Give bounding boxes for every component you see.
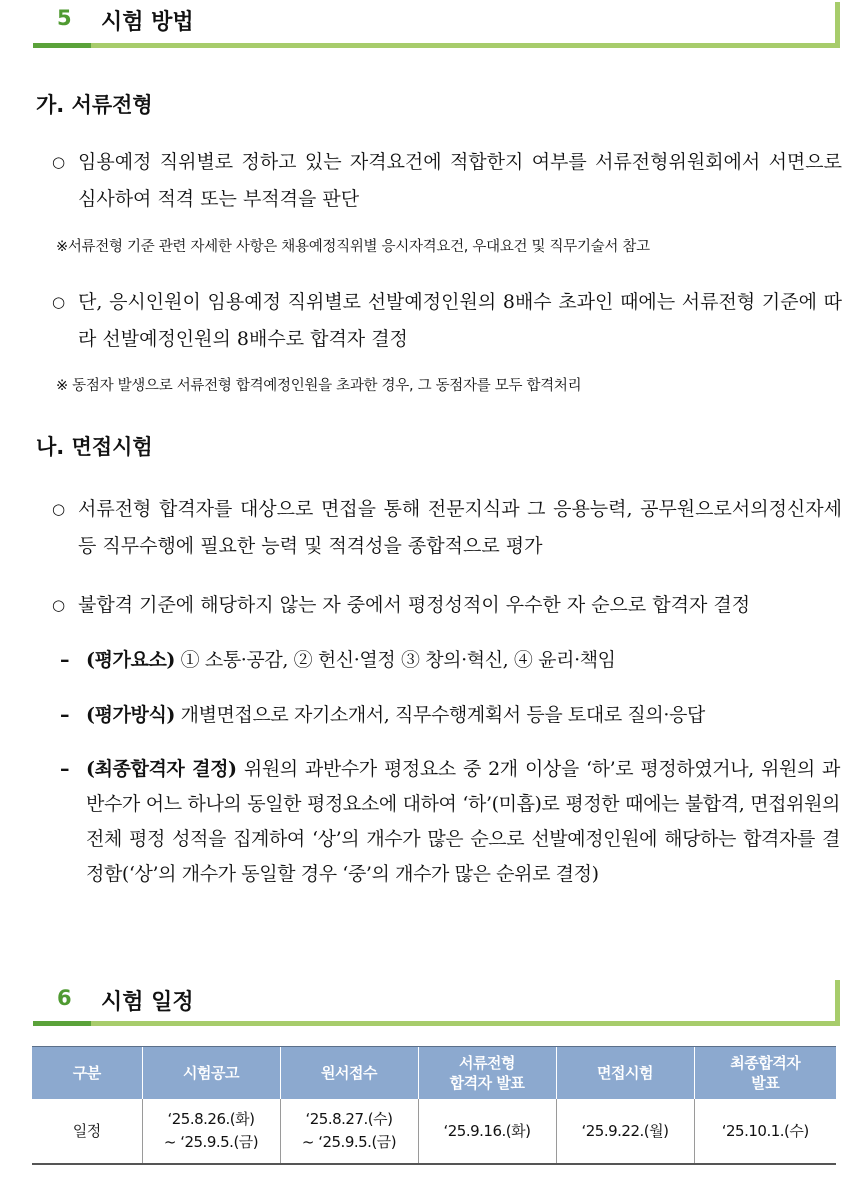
dash-item-final-decision: [60, 752, 840, 892]
section-title: 시험 일정: [101, 990, 194, 1015]
bullet-item: [52, 284, 842, 358]
bullet-text: 임용예정 직위별로 정하고 있는 자격요건에 적합한지 여부를 서류전형위원회에서 서면으로 심사하여 적격 또는 부적격을 판단: [78, 151, 842, 210]
circle-bullet-icon: ○: [52, 500, 66, 518]
dash-label: (최종합격자 결정): [86, 758, 237, 780]
table-cell: ‘25.8.26.(화) ~ ‘25.9.5.(금): [142, 1099, 280, 1164]
column-header: 원서접수: [280, 1047, 418, 1100]
header-underline: [33, 1021, 840, 1026]
section-5-header: [33, 0, 840, 48]
bullet-text: 불합격 기준에 해당하지 않는 자 중에서 평정성적이 우수한 자 순으로 합격자 결정: [78, 594, 751, 616]
bullet-text: 단, 응시인원이 임용예정 직위별로 선발예정인원의 8배수 초과인 때에는 서류전형 기준에 따라 선발예정인원의 8배수로 합격자 결정: [78, 291, 842, 350]
dash-text: 위원의 과반수가 평정요소 중 2개 이상을 ‘하’로 평정하였거나, 위원의 과반수가 어느 하나의 동일한 평정요소에 대하여 ‘하’(미흡)로 평정한 때에는 불합격, 면접위원의 전체 평정 성적을 집계하여 ‘상’의 개수가 많은 순으로 선발예정인원에 해당하는 합격자를 결정함(‘상’의 개수가 동일할 경우 ‘중’의 개수가 많은 순위로 결정): [86, 758, 841, 885]
table-cell: ‘25.9.16.(화): [418, 1099, 556, 1164]
dash-text: ① 소통·공감, ② 헌신·열정 ③ 창의·혁신, ④ 윤리·책임: [180, 649, 616, 671]
dash-marker: –: [60, 758, 70, 780]
note-text: ※서류전형 기준 관련 자세한 사항은 채용예정직위별 응시자격요건, 우대요건 및 직무기술서 참고: [56, 239, 650, 255]
circle-bullet-icon: ○: [52, 596, 66, 614]
dash-item-evaluation-method: [60, 698, 840, 733]
column-header: 최종합격자 발표: [694, 1047, 836, 1100]
bullet-item: [52, 587, 842, 624]
header-accent: [33, 43, 91, 48]
section-number: 5: [57, 6, 72, 30]
dash-label: (평가방식): [86, 704, 175, 726]
column-header: 서류전형 합격자 발표: [418, 1047, 556, 1100]
bullet-item: [52, 491, 842, 565]
dash-item-evaluation-elements: [60, 643, 840, 678]
subsection-title-document-screening: 가. 서류전형: [36, 93, 153, 117]
circle-bullet-icon: ○: [52, 293, 66, 311]
section-title: 시험 방법: [101, 10, 194, 35]
circle-bullet-icon: ○: [52, 153, 66, 171]
dash-marker: –: [60, 649, 70, 671]
table-row: [32, 1099, 836, 1164]
column-header: 면접시험: [556, 1047, 694, 1100]
bullet-item: [52, 144, 842, 218]
header-right-rule: [835, 980, 840, 1026]
dash-text: 개별면접으로 자기소개서, 직무수행계획서 등을 토대로 질의·응답: [180, 704, 705, 726]
header-accent: [33, 1021, 91, 1026]
section-6-header: [33, 978, 840, 1026]
column-header: 구분: [32, 1047, 142, 1100]
header-underline: [33, 43, 840, 48]
bullet-text: 서류전형 합격자를 대상으로 면접을 통해 전문지식과 그 응용능력, 공무원으로서의정신자세 등 직무수행에 필요한 능력 및 적격성을 종합적으로 평가: [78, 498, 842, 557]
subsection-title-interview: 나. 면접시험: [36, 435, 153, 459]
column-header: 시험공고: [142, 1047, 280, 1100]
table-cell: ‘25.8.27.(수) ~ ‘25.9.5.(금): [280, 1099, 418, 1164]
table-header-row: [32, 1047, 836, 1100]
row-label: 일정: [32, 1099, 142, 1164]
section-number: 6: [57, 986, 72, 1010]
header-right-rule: [835, 2, 840, 48]
dash-label: (평가요소): [86, 649, 175, 671]
note-text: ※ 동점자 발생으로 서류전형 합격예정인원을 초과한 경우, 그 동점자를 모두 합격처리: [56, 378, 582, 394]
schedule-table: [32, 1046, 836, 1165]
dash-marker: –: [60, 704, 70, 726]
table-cell: ‘25.9.22.(월): [556, 1099, 694, 1164]
table-cell: ‘25.10.1.(수): [694, 1099, 836, 1164]
